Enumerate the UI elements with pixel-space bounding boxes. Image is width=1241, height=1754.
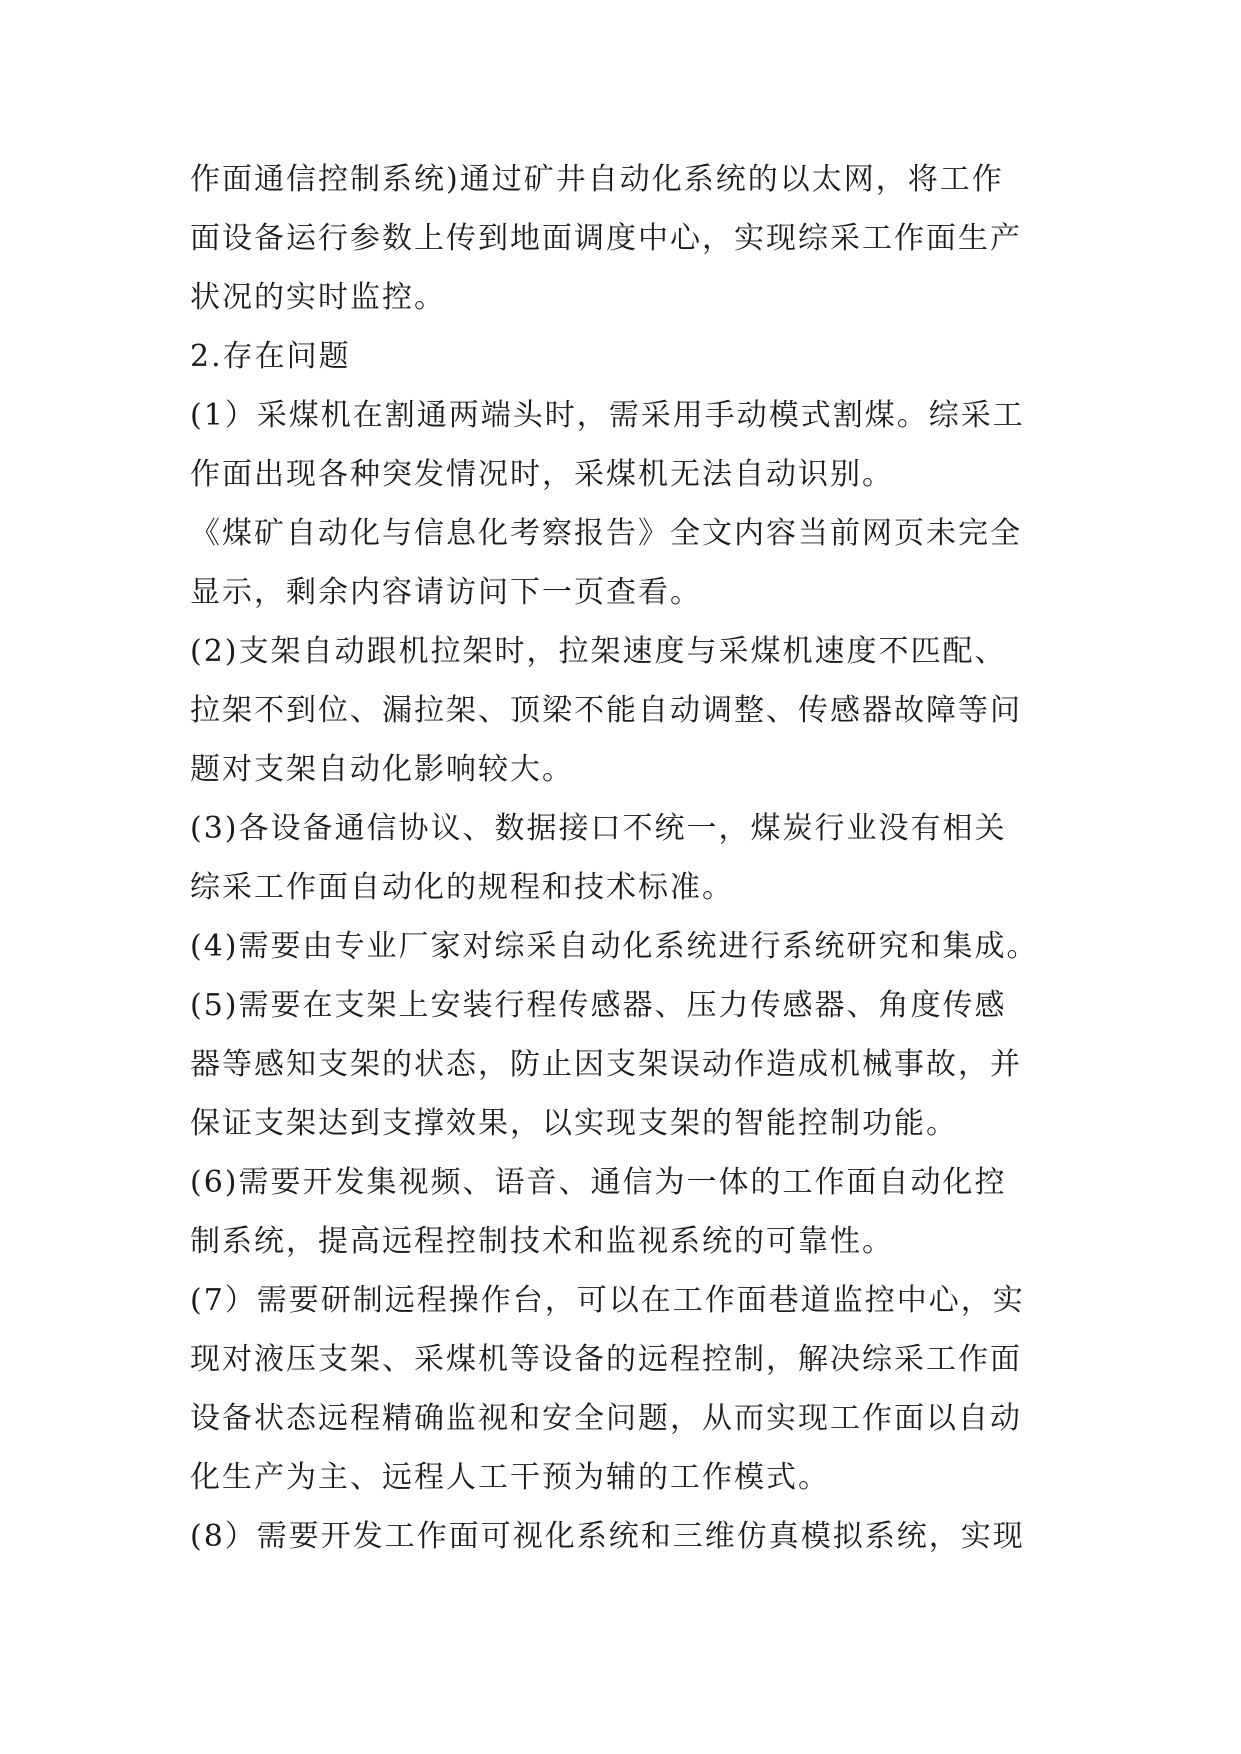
text-line: 保证支架达到支撑效果，以实现支架的智能控制功能。 <box>190 1106 958 1141</box>
text-line: 拉架不到位、漏拉架、顶梁不能自动调整、传感器故障等问 <box>190 693 1022 728</box>
text-line: 面设备运行参数上传到地面调度中心，实现综采工作面生产 <box>190 221 1022 256</box>
notice-line: 显示，剩余内容请访问下一页查看。 <box>190 575 702 610</box>
text-line: 现对液压支架、采煤机等设备的远程控制，解决综采工作面 <box>190 1342 1022 1377</box>
text-line: (3)各设备通信协议、数据接口不统一，煤炭行业没有相关 <box>190 811 1007 846</box>
text-line: (5)需要在支架上安装行程传感器、压力传感器、角度传感 <box>190 988 1007 1023</box>
text-line: (6)需要开发集视频、语音、通信为一体的工作面自动化控 <box>190 1165 1007 1200</box>
text-line: (1）采煤机在割通两端头时，需采用手动模式割煤。综采工 <box>190 398 1025 433</box>
text-line: 状况的实时监控。 <box>190 280 446 315</box>
text-line: 制系统，提高远程控制技术和监视系统的可靠性。 <box>190 1224 894 1259</box>
body-text <box>190 160 1070 1576</box>
text-line: 作面出现各种突发情况时，采煤机无法自动识别。 <box>190 457 894 492</box>
section-heading: 2.存在问题 <box>190 339 351 374</box>
text-line: 设备状态远程精确监视和安全问题，从而实现工作面以自动 <box>190 1401 1022 1436</box>
text-line: 化生产为主、远程人工干预为辅的工作模式。 <box>190 1460 830 1495</box>
text-line: 器等感知支架的状态，防止因支架误动作造成机械事故，并 <box>190 1047 1022 1082</box>
text-line: (7）需要研制远程操作台，可以在工作面巷道监控中心，实 <box>190 1283 1025 1318</box>
text-line: (8）需要开发工作面可视化系统和三维仿真模拟系统，实现 <box>190 1519 1025 1554</box>
text-line: 题对支架自动化影响较大。 <box>190 752 574 787</box>
text-line: 综采工作面自动化的规程和技术标准。 <box>190 870 734 905</box>
text-line: (4)需要由专业厂家对综采自动化系统进行系统研究和集成。 <box>190 929 1039 964</box>
text-line: 作面通信控制系统)通过矿井自动化系统的以太网，将工作 <box>190 162 1004 197</box>
text-line: (2)支架自动跟机拉架时，拉架速度与采煤机速度不匹配、 <box>190 634 1007 669</box>
notice-line: 《煤矿自动化与信息化考察报告》全文内容当前网页未完全 <box>190 516 1022 551</box>
